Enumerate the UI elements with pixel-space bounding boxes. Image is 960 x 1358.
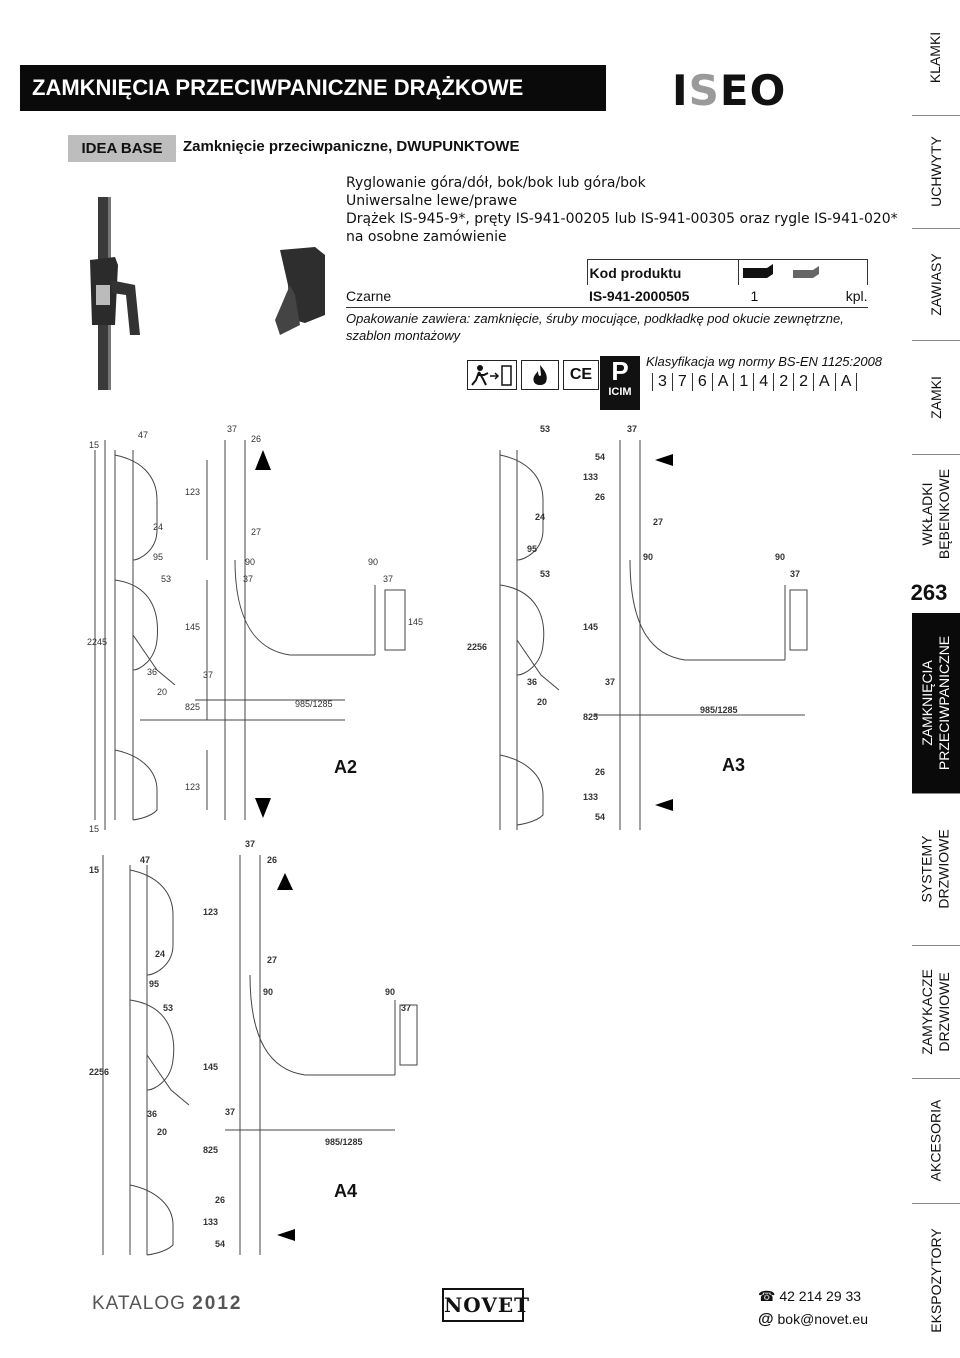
- dimension-label: 26: [251, 434, 262, 444]
- dimension-label: 123: [185, 782, 201, 792]
- classification-digit: A: [835, 373, 858, 391]
- at-icon: @: [758, 1311, 774, 1328]
- category-sidebar: [912, 0, 960, 1358]
- page-title: ZAMKNIĘCIA PRZECIWPANICZNE DRĄŻKOWE: [20, 65, 606, 111]
- dimension-label: 2245: [87, 637, 108, 647]
- description-line: Uniwersalne lewe/prawe: [346, 193, 518, 209]
- dimension-label: 37: [790, 569, 801, 579]
- dimension-label: 90: [775, 552, 786, 562]
- dimension-label: 37: [401, 1003, 412, 1013]
- dimension-label: 24: [153, 522, 164, 532]
- direction-arrow-icon: [255, 450, 271, 470]
- email-contact[interactable]: @ bok@novet.eu: [758, 1311, 868, 1328]
- direction-arrow-icon: [277, 1229, 295, 1241]
- product-photo: [80, 185, 335, 390]
- dimension-label: 90: [368, 557, 379, 567]
- iseo-logo: ISEO: [672, 66, 787, 115]
- dimension-label: 145: [408, 617, 424, 627]
- dimension-label: 15: [89, 865, 100, 875]
- sidebar-item-zamykacze[interactable]: ZAMYKACZE DRZWIOWE: [912, 945, 960, 1079]
- dimension-label: 26: [595, 767, 606, 777]
- dimension-label: 985/1285: [700, 705, 738, 715]
- classification-label: Klasyfikacja wg normy BS-EN 1125:2008: [646, 354, 883, 369]
- dimension-label: 37: [383, 574, 394, 584]
- drawing-label: A4: [334, 1181, 358, 1201]
- dimension-label: 95: [149, 979, 160, 989]
- dimension-label: 37: [627, 424, 638, 434]
- classification-digit: 3: [652, 373, 672, 391]
- description-line: na osobne zamówienie: [346, 229, 507, 245]
- drawing-a2: [85, 420, 425, 840]
- dimension-label: 37: [227, 424, 238, 434]
- phone-contact: ☎ 42 214 29 33: [758, 1288, 862, 1304]
- classification-digit: 2: [773, 373, 793, 391]
- dimension-label: 47: [138, 430, 149, 440]
- dimension-label: 15: [89, 440, 100, 450]
- dimension-label: 37: [245, 839, 256, 849]
- dimension-label: 145: [203, 1062, 219, 1072]
- dimension-label: 133: [583, 792, 599, 802]
- dimension-label: 825: [203, 1145, 219, 1155]
- dimension-label: 27: [653, 517, 664, 527]
- dimension-label: 123: [185, 487, 201, 497]
- dimension-label: 20: [157, 687, 168, 697]
- sidebar-item-akcesoria[interactable]: AKCESORIA: [912, 1078, 960, 1204]
- finish-cell: Czarne: [346, 285, 587, 308]
- series-badge: IDEA BASE: [68, 135, 176, 162]
- qty-unit: kpl.: [845, 288, 868, 304]
- dimension-label: 90: [263, 987, 274, 997]
- direction-arrow-icon: [655, 454, 673, 466]
- emergency-exit-icon: [467, 360, 517, 390]
- dimension-label: 53: [163, 1003, 174, 1013]
- dimension-label: 20: [537, 697, 548, 707]
- description-line: Drążek IS-945-9*, pręty IS-941-00205 lub IS-941-00305 oraz rygle IS-941-020*: [346, 211, 898, 227]
- dimension-label: 90: [245, 557, 256, 567]
- code-cell: IS-941-2000505: [587, 285, 738, 308]
- qty-cell: [738, 285, 867, 308]
- dimension-label: 24: [155, 949, 166, 959]
- icim-certificate-icon: P ICIM: [600, 356, 640, 410]
- dimension-label: 95: [527, 544, 538, 554]
- sidebar-item-uchwyty[interactable]: UCHWYTY: [912, 115, 960, 229]
- product-subtitle: Zamknięcie przeciwpaniczne, DWUPUNKTOWE: [183, 138, 520, 155]
- dimension-label: 53: [540, 424, 551, 434]
- classification-code: [652, 373, 857, 391]
- direction-arrow-icon: [255, 798, 271, 818]
- icim-label: ICIM: [608, 386, 632, 398]
- dimension-label: 90: [643, 552, 654, 562]
- dimension-label: 54: [215, 1239, 226, 1249]
- dimension-label: 90: [385, 987, 396, 997]
- direction-arrow-icon: [277, 873, 293, 890]
- dimension-label: 123: [203, 907, 219, 917]
- dimension-label: 36: [147, 667, 158, 677]
- ce-mark-icon: CE: [563, 360, 599, 390]
- dimension-label: 2256: [89, 1067, 110, 1077]
- dimension-label: 54: [595, 452, 606, 462]
- dimension-label: 20: [157, 1127, 168, 1137]
- dimension-label: 27: [251, 527, 262, 537]
- dimension-label: 133: [203, 1217, 219, 1227]
- drawing-label: A2: [334, 757, 358, 777]
- dimension-label: 53: [540, 569, 551, 579]
- classification-digit: 6: [692, 373, 712, 391]
- dimension-label: 985/1285: [325, 1137, 363, 1147]
- classification-digit: 1: [733, 373, 753, 391]
- dimension-label: 47: [140, 855, 151, 865]
- dimension-label: 145: [583, 622, 599, 632]
- dimension-label: 2256: [467, 642, 488, 652]
- dimension-label: 15: [89, 824, 100, 834]
- dimension-label: 825: [583, 712, 599, 722]
- dimension-label: 36: [147, 1109, 158, 1119]
- fire-icon: [521, 360, 559, 390]
- packaging-note: Opakowanie zawiera: zamknięcie, śruby mocujące, podkładkę pod okucie zewnętrzne, szablon montażowy: [346, 311, 844, 343]
- dimension-label: 37: [225, 1107, 236, 1117]
- drawing-a3: [455, 420, 815, 840]
- sidebar-item-klamki[interactable]: KLAMKI: [912, 0, 960, 116]
- finish-icons: [738, 260, 867, 286]
- product-code-table: [346, 259, 868, 308]
- drawing-label: A3: [722, 755, 746, 775]
- dimension-label: 825: [185, 702, 201, 712]
- sidebar-item-zamki[interactable]: ZAMKI: [912, 340, 960, 455]
- sidebar-item-ekspozytory[interactable]: EKSPOZYTORY: [927, 1228, 944, 1333]
- dimension-label: 36: [527, 677, 538, 687]
- sidebar-item-systemy[interactable]: SYSTEMY DRZWIOWE: [912, 793, 960, 946]
- dimension-label: 985/1285: [295, 699, 333, 709]
- classification-digit: 4: [753, 373, 773, 391]
- drawing-a4: [85, 835, 425, 1260]
- code-header: Kod produktu: [587, 260, 738, 286]
- qty-value: 1: [750, 288, 759, 304]
- description-line: Ryglowanie góra/dół, bok/bok lub góra/bok: [346, 175, 646, 191]
- sidebar-item-zawiasy[interactable]: ZAWIASY: [912, 228, 960, 341]
- classification-digit: 7: [672, 373, 692, 391]
- dimension-label: 95: [153, 552, 164, 562]
- classification-digit: 2: [793, 373, 813, 391]
- novet-logo: NOVET: [442, 1288, 524, 1322]
- dimension-label: 53: [161, 574, 172, 584]
- phone-icon: ☎: [758, 1288, 776, 1304]
- dimension-label: 37: [243, 574, 254, 584]
- dimension-label: 26: [267, 855, 278, 865]
- dimension-label: 145: [185, 622, 201, 632]
- classification-digit: A: [712, 373, 734, 391]
- sidebar-item-zamkniecia[interactable]: ZAMKNIĘCIA PRZECIWPANICZNE: [912, 613, 960, 794]
- dimension-label: 37: [605, 677, 616, 687]
- dimension-label: 133: [583, 472, 599, 482]
- dimension-label: 24: [535, 512, 546, 522]
- classification-digit: A: [813, 373, 835, 391]
- dimension-label: 54: [595, 812, 606, 822]
- page-number: 263: [898, 573, 960, 613]
- dimension-label: 26: [595, 492, 606, 502]
- catalog-label: KATALOG 2012: [92, 1293, 243, 1314]
- dimension-label: 27: [267, 955, 278, 965]
- dimension-label: 37: [203, 670, 214, 680]
- sidebar-item-wkladki[interactable]: WKŁADKI BĘBENKOWE: [912, 454, 960, 575]
- direction-arrow-icon: [655, 799, 673, 811]
- dimension-label: 26: [215, 1195, 226, 1205]
